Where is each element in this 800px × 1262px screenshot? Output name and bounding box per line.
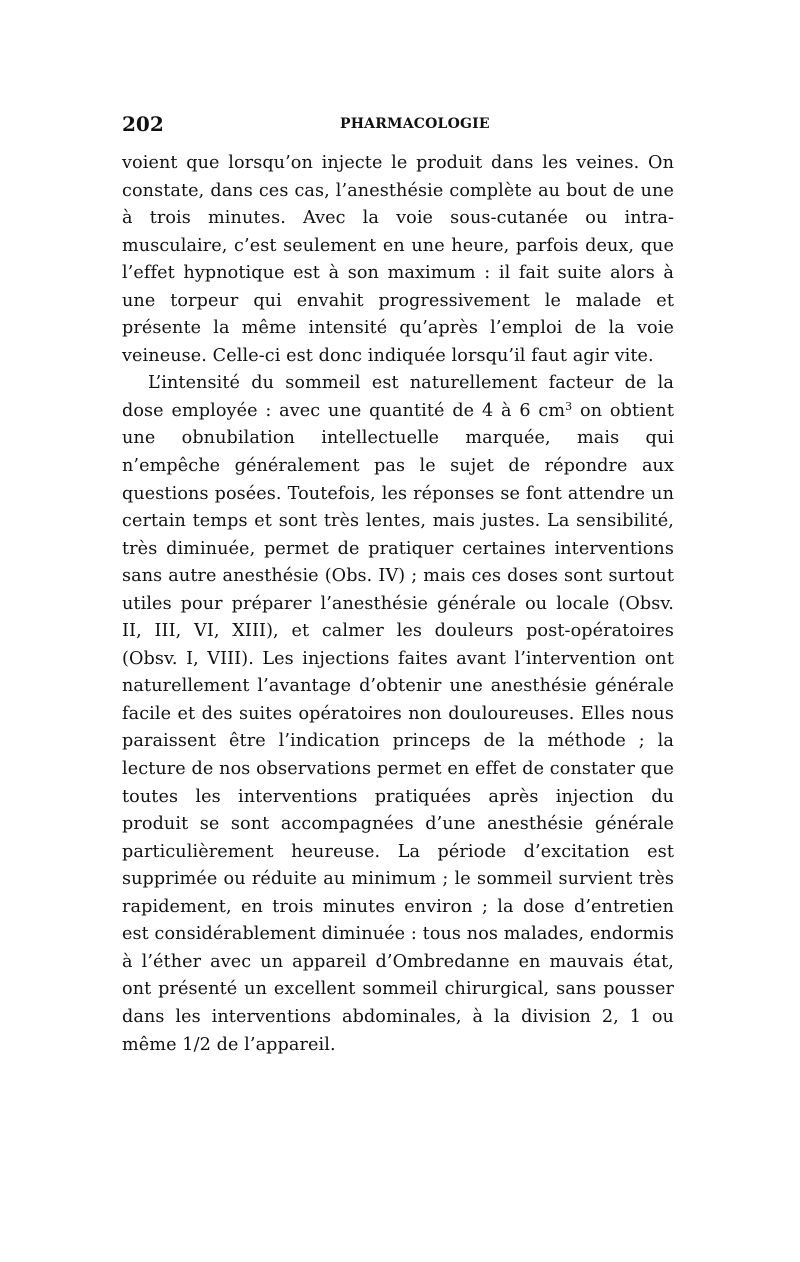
body-text (122, 150, 674, 1059)
running-title: PHARMACOLOGIE (340, 116, 490, 132)
superscript-cube: 3 (565, 399, 573, 413)
page-header (122, 112, 682, 142)
paragraph-1 (122, 150, 674, 370)
paragraph-2-text-before: L’intensité du sommeil est naturellement facteur de la dose employée : avec une quantité de 4 à 6 cm (122, 373, 674, 421)
paragraph-2 (122, 370, 674, 1059)
paragraph-2-text-after: on obtient une obnubilation intellectuelle marquée, mais qui n’empêche généralement pas le sujet de répondre aux questions posées. Toutefois, les réponses se font attendre un certain temps et sont très lentes, mais justes. La sensibilité, très diminuée, permet de pratiquer certaines interventions sans autre anesthésie (Obs. IV) ; mais ces doses sont surtout utiles pour préparer l’anesthésie générale ou locale (Obsv. II, III, VI, XIII), et calmer les douleurs post-opératoires (Obsv. I, VIII). Les injections faites avant l’intervention ont naturellement l’avantage d’obtenir une anesthésie générale facile et des suites opératoires non douloureuses. Elles nous paraissent être l’indication princeps de la méthode ; la lecture de nos observations permet en effet de constater que toutes les interventions pratiquées après injection du produit se sont accompagnées d’une anesthésie générale particulièrement heureuse. La période d’excitation est supprimée ou réduite au minimum ; le sommeil survient très rapidement, en trois minutes environ ; la dose d’entretien est considérablement diminuée : tous nos malades, endormis à l’éther avec un appareil d’Ombredanne en mauvais état, ont présenté un excellent sommeil chirurgical, sans pousser dans les interventions abdominales, à la division 2, 1 ou même 1/2 de l’appareil. (122, 400, 675, 1055)
page-number: 202 (122, 112, 164, 136)
paragraph-1-text: voient que lorsqu’on injecte le produit dans les veines. On constate, dans ces cas, l’anesthésie complète au bout de une à trois minutes. Avec la voie sous-cutanée ou intra-musculaire, c’est seulement en une heure, parfois deux, que l’effet hypnotique est à son maximum : il fait suite alors à une torpeur qui envahit progressivement le malade et présente la même intensité qu’après l’emploi de la voie veineuse. Celle-ci est donc indiquée lorsqu’il faut agir vite. (122, 153, 674, 366)
